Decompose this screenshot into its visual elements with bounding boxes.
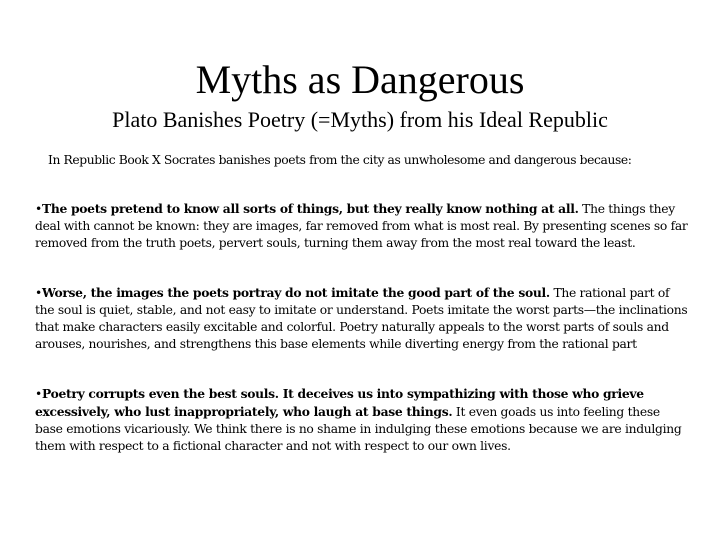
- bullet-body: The rational part of the soul is quiet, stable, and not easy to imitate or understand. Poets imitate the worst parts—the inclinations that make characters easily excitable and colorful. Poetry naturally appeals to the worst parts of souls and arouses, nourishes, and strengthens this base elements while diverting energy from the rational part: [35, 286, 688, 351]
- bullet-body: It even goads us into feeling these base emotions vicariously. We think there is no shame in indulging these emotions because we are indulging them with respect to a fictional character and not with respect to our own lives.: [35, 405, 682, 453]
- bullet-body: The things they deal with cannot be known: they are images, far removed from what is most real. By presenting scenes so far removed from the truth poets, pervert souls, turning them away from the most real toward the least.: [35, 202, 688, 250]
- bullet-item: [35, 200, 689, 252]
- intro-text: In Republic Book X Socrates banishes poets from the city as unwholesome and dangerous because:: [48, 153, 632, 167]
- slide-title: Myths as Dangerous: [195, 57, 525, 102]
- bullet-marker: •: [35, 202, 42, 216]
- bullet-marker: •: [35, 387, 42, 401]
- bullet-lead: Worse, the images the poets portray do not imitate the good part of the soul.: [41, 285, 550, 300]
- bullet-item: [35, 284, 689, 353]
- bullet-marker: •: [35, 286, 42, 300]
- bullet-item: [35, 385, 689, 455]
- bullet-lead: The poets pretend to know all sorts of things, but they really know nothing at all.: [41, 201, 579, 216]
- slide-subtitle: Plato Banishes Poetry (=Myths) from his Ideal Republic: [112, 107, 608, 132]
- bullet-lead: Poetry corrupts even the best souls. It deceives us into sympathizing with those who grieve excessively, who lust inappropriately, who laugh at base things.: [35, 386, 644, 419]
